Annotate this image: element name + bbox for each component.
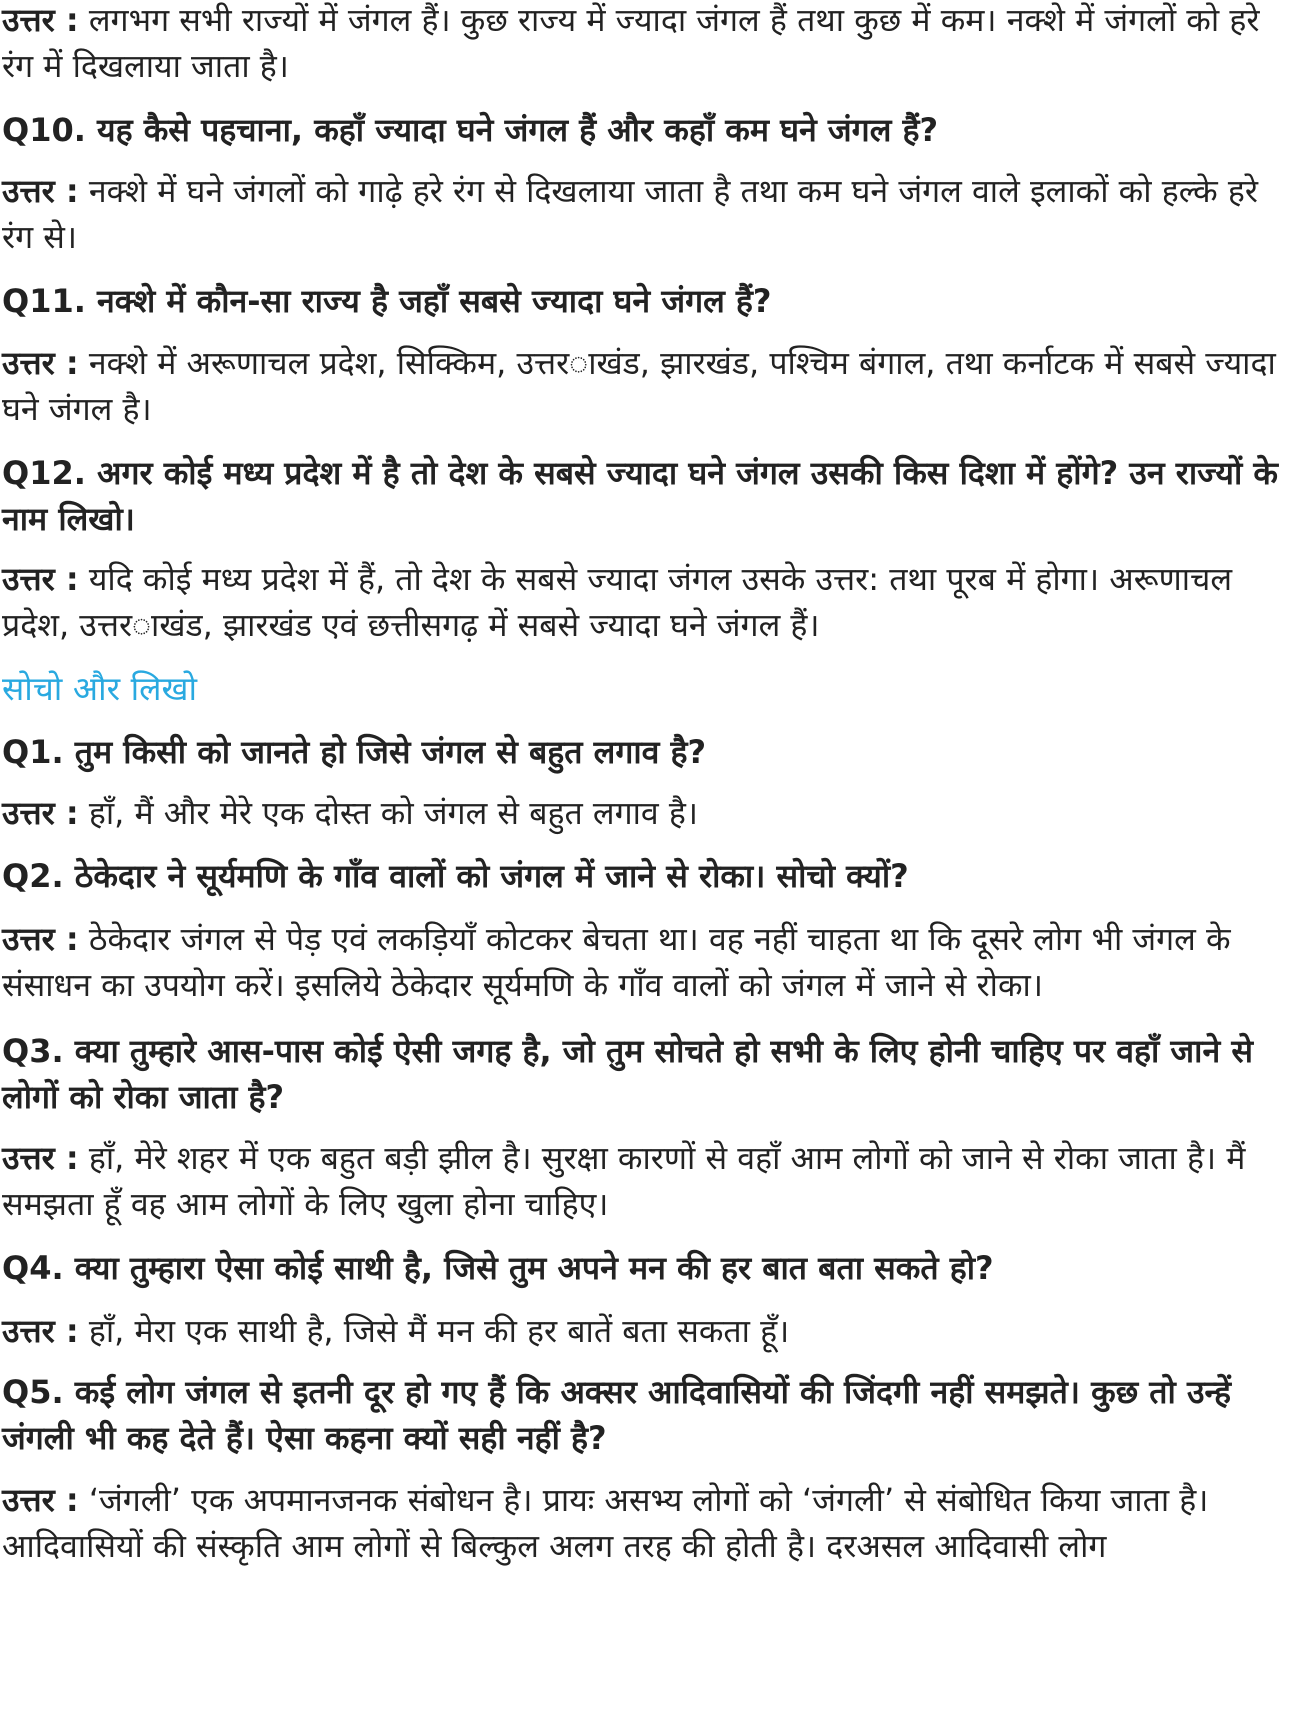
answer-text: लगभग सभी राज्यों में जंगल हैं। कुछ राज्य में ज्यादा जंगल हैं तथा कुछ में कम। नक्शे में जंगलों को हरे रंग में दिखलाया जाता है। xyxy=(2,1,1260,85)
answer-label: उत्तर : xyxy=(2,1312,79,1350)
answer-text: हाँ, मैं और मेरे एक दोस्त को जंगल से बहुत लगाव है। xyxy=(88,794,698,832)
question-q10: Q10. यह कैसे पहचाना, कहाँ ज्यादा घने जंगल हैं और कहाँ कम घने जंगल हैं? xyxy=(2,111,939,149)
answer-text: नक्शे में अरूणाचल प्रदेश, सिक्किम, उत्तर◌ाखंड, झारखंड, पश्चिम बंगाल, तथा कर्नाटक में सबसे ज्यादा घने जंगल है। xyxy=(2,344,1276,428)
question-q2: Q2. ठेकेदार ने सूर्यमणि के गाँव वालों को जंगल में जाने से रोका। सोचो क्यों? xyxy=(2,857,909,895)
answer-label: उत्तर : xyxy=(2,1481,79,1519)
answer-paragraph xyxy=(2,168,1292,260)
question-q1: Q1. तुम किसी को जानते हो जिसे जंगल से बहुत लगाव है? xyxy=(2,733,707,771)
answer-label: उत्तर : xyxy=(2,1139,79,1177)
answer-paragraph xyxy=(2,1308,1292,1354)
answer-paragraph xyxy=(2,340,1292,432)
question-q3: Q3. क्या तुम्हारे आस-पास कोई ऐसी जगह है, जो तुम सोचते हो सभी के लिए होनी चाहिए पर वहाँ जाने से लोगों को रोका जाता है? xyxy=(2,1032,1253,1116)
question-q12: Q12. अगर कोई मध्य प्रदेश में है तो देश के सबसे ज्यादा घने जंगल उसकी किस दिशा में होंगे? उन राज्यों के नाम लिखो। xyxy=(2,454,1278,538)
question-q11: Q11. नक्शे में कौन-सा राज्य है जहाँ सबसे ज्यादा घने जंगल हैं? xyxy=(2,282,772,320)
answer-paragraph xyxy=(2,790,1292,836)
answer-paragraph xyxy=(2,1135,1292,1227)
answer-label: उत्तर : xyxy=(2,172,79,210)
answer-label: उत्तर : xyxy=(2,1,79,39)
section-heading: सोचो और लिखो xyxy=(2,669,198,708)
answer-label: उत्तर : xyxy=(2,344,79,382)
answer-label: उत्तर : xyxy=(2,794,79,832)
answer-paragraph xyxy=(2,1477,1292,1569)
question-q5: Q5. कई लोग जंगल से इतनी दूर हो गए हैं कि अक्सर आदिवासियों की जिंदगी नहीं समझते। कुछ तो उन्हें जंगली भी कह देते हैं। ऐसा कहना क्यों सही नहीं है? xyxy=(2,1373,1232,1457)
answer-text: हाँ, मेरे शहर में एक बहुत बड़ी झील है। सुरक्षा कारणों से वहाँ आम लोगों को जाने से रोका जाता है। मैं समझता हूँ वह आम लोगों के लिए खुला होना चाहिए। xyxy=(2,1139,1246,1223)
answer-paragraph xyxy=(2,556,1292,648)
answer-text: यदि कोई मध्य प्रदेश में हैं, तो देश के सबसे ज्यादा जंगल उसके उत्तर: तथा पूरब में होगा। अरूणाचल प्रदेश, उत्तर◌ाखंड, झारखंड एवं छत्तीसगढ़ में सबसे ज्यादा घने जंगल हैं। xyxy=(2,560,1233,644)
question-q4: Q4. क्या तुम्हारा ऐसा कोई साथी है, जिसे तुम अपने मन की हर बात बता सकते हो? xyxy=(2,1249,994,1287)
answer-label: उत्तर : xyxy=(2,920,79,958)
answer-label: उत्तर : xyxy=(2,560,79,598)
answer-paragraph xyxy=(2,916,1292,1008)
answer-text: ‘जंगली’ एक अपमानजनक संबोधन है। प्रायः असभ्य लोगों को ‘जंगली’ से संबोधित किया जाता है। आदिवासियों की संस्कृति आम लोगों से बिल्कुल अलग तरह की होती है। दरअसल आदिवासी लोग xyxy=(2,1481,1209,1565)
answer-paragraph xyxy=(2,0,1292,89)
answer-text: ठेकेदार जंगल से पेड़ एवं लकड़ियाँ कोटकर बेचता था। वह नहीं चाहता था कि दूसरे लोग भी जंगल के संसाधन का उपयोग करें। इसलिये ठेकेदार सूर्यमणि के गाँव वालों को जंगल में जाने से रोका। xyxy=(2,920,1231,1004)
answer-text: हाँ, मेरा एक साथी है, जिसे मैं मन की हर बातें बता सकता हूँ। xyxy=(88,1312,790,1350)
answer-text: नक्शे में घने जंगलों को गाढ़े हरे रंग से दिखलाया जाता है तथा कम घने जंगल वाले इलाकों को हल्के हरे रंग से। xyxy=(2,172,1258,256)
